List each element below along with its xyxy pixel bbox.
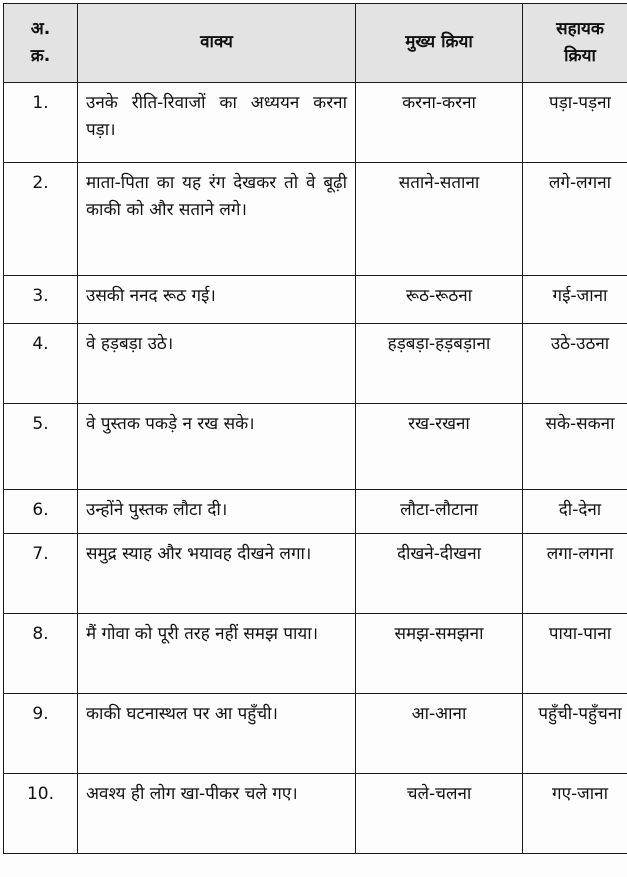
table-row — [4, 163, 627, 276]
row-sentence: उनके रीति-रिवाजों का अध्ययन करना पड़ा। — [78, 83, 356, 163]
table-row — [4, 324, 627, 404]
row-sentence: अवश्य ही लोग खा-पीकर चले गए। — [78, 774, 356, 854]
row-main-verb: समझ-समझना — [356, 614, 523, 694]
row-sentence: माता-पिता का यह रंग देखकर तो वे बूढ़ी काकी को और सताने लगे। — [78, 163, 356, 276]
header-auxiliary-verb — [523, 4, 627, 83]
row-main-verb: हड़बड़ा-हड़बड़ाना — [356, 324, 523, 404]
row-main-verb: दीखने-दीखना — [356, 534, 523, 614]
table-row — [4, 490, 627, 534]
row-number: 9. — [4, 694, 78, 774]
row-main-verb: सताने-सताना — [356, 163, 523, 276]
row-auxiliary-verb: पड़ा-पड़ना — [523, 83, 627, 163]
row-auxiliary-verb: उठे-उठना — [523, 324, 627, 404]
row-main-verb: लौटा-लौटाना — [356, 490, 523, 534]
row-auxiliary-verb: लगा-लगना — [523, 534, 627, 614]
row-sentence: काकी घटनास्थल पर आ पहुँची। — [78, 694, 356, 774]
row-auxiliary-verb: पहुँची-पहुँचना — [523, 694, 627, 774]
row-main-verb: रख-रखना — [356, 404, 523, 490]
row-number: 1. — [4, 83, 78, 163]
table-row — [4, 774, 627, 854]
header-serial-line2: क्र. — [30, 46, 51, 66]
table-row — [4, 614, 627, 694]
row-auxiliary-verb: दी-देना — [523, 490, 627, 534]
row-sentence: मैं गोवा को पूरी तरह नहीं समझ पाया। — [78, 614, 356, 694]
row-auxiliary-verb: पाया-पाना — [523, 614, 627, 694]
header-sentence: वाक्य — [78, 4, 356, 83]
row-sentence: उसकी ननद रूठ गई। — [78, 276, 356, 324]
table-row — [4, 694, 627, 774]
verb-table — [3, 3, 627, 854]
header-aux-line1: सहायक — [556, 18, 604, 39]
header-aux-line2: क्रिया — [564, 46, 596, 66]
row-sentence: वे हड़बड़ा उठे। — [78, 324, 356, 404]
row-main-verb: रूठ-रूठना — [356, 276, 523, 324]
row-auxiliary-verb: लगे-लगना — [523, 163, 627, 276]
row-main-verb: आ-आना — [356, 694, 523, 774]
table-row — [4, 276, 627, 324]
header-serial-line1: अ. — [30, 18, 51, 39]
header-main-verb: मुख्य क्रिया — [356, 4, 523, 83]
row-sentence: वे पुस्तक पकड़े न रख सके। — [78, 404, 356, 490]
table-row — [4, 404, 627, 490]
row-main-verb: करना-करना — [356, 83, 523, 163]
row-auxiliary-verb: सके-सकना — [523, 404, 627, 490]
row-number: 3. — [4, 276, 78, 324]
row-number: 4. — [4, 324, 78, 404]
row-number: 5. — [4, 404, 78, 490]
table-row — [4, 83, 627, 163]
row-sentence: उन्होंने पुस्तक लौटा दी। — [78, 490, 356, 534]
header-serial-number — [4, 4, 78, 83]
row-main-verb: चले-चलना — [356, 774, 523, 854]
row-number: 8. — [4, 614, 78, 694]
row-number: 7. — [4, 534, 78, 614]
table-row — [4, 534, 627, 614]
row-number: 2. — [4, 163, 78, 276]
row-number: 10. — [4, 774, 78, 854]
row-number: 6. — [4, 490, 78, 534]
header-row — [4, 4, 627, 83]
row-auxiliary-verb: गई-जाना — [523, 276, 627, 324]
table-header — [4, 4, 627, 83]
row-sentence: समुद्र स्याह और भयावह दीखने लगा। — [78, 534, 356, 614]
table-body — [4, 83, 627, 854]
row-auxiliary-verb: गए-जाना — [523, 774, 627, 854]
